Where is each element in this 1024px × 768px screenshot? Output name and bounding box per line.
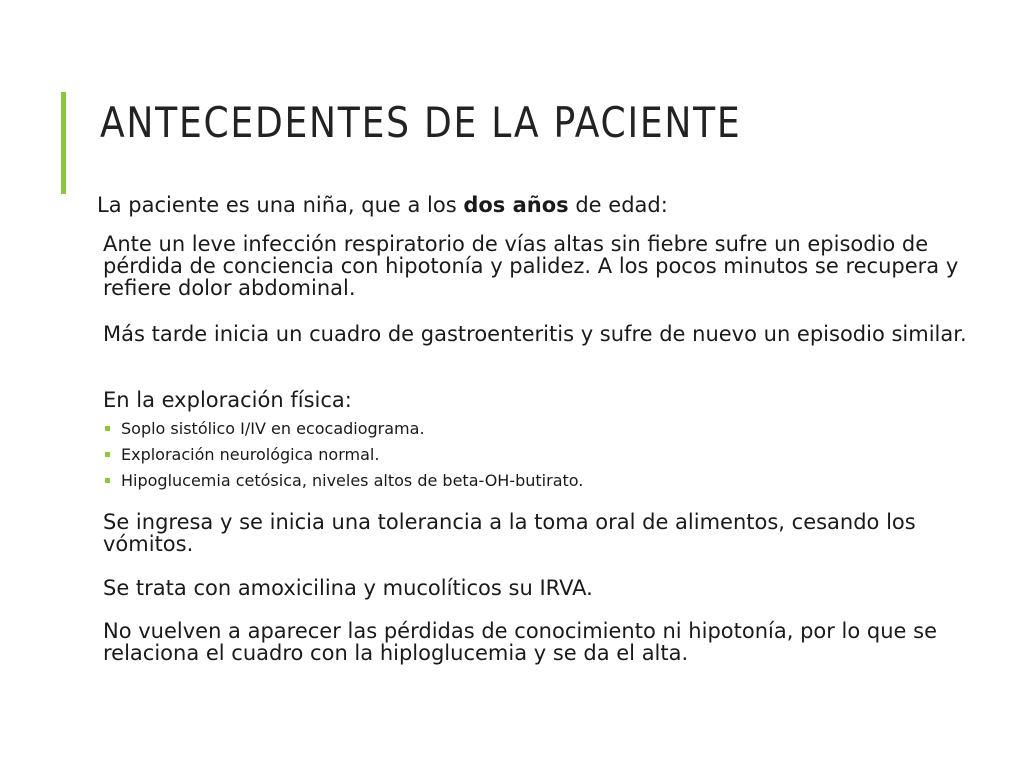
bullet-square-icon — [105, 452, 110, 457]
paragraph-exploration: En la exploración física: — [103, 388, 352, 412]
paragraph-gastroenteritis: Más tarde inicia un cuadro de gastroenteritis y sufre de nuevo un episodio similar. — [103, 322, 967, 346]
paragraph-episode: Ante un leve infección respiratorio de vías altas sin fiebre sufre un episodio de pérdida de conciencia con hipotonía y palidez. A los pocos minutos se recupera y refiere dolor abdominal. — [103, 232, 959, 300]
paragraph-treatment: Se trata con amoxicilina y mucolíticos su IRVA. — [103, 576, 593, 600]
intro-bold: dos años — [463, 193, 569, 217]
intro-text — [97, 190, 668, 220]
intro-before: La paciente es una niña, que a los — [97, 193, 464, 217]
bullet-square-icon — [105, 478, 110, 483]
list-item — [103, 444, 583, 470]
bullet-text: Soplo sistólico I/IV en ecocadiograma. — [121, 419, 425, 438]
exploration-bullet-list — [103, 418, 583, 496]
paragraph-discharge: No vuelven a aparecer las pérdidas de conocimiento ni hipotonía, por lo que se relaciona el cuadro con la hiploglucemia y se da el alta. — [103, 619, 938, 665]
intro-after: de edad: — [568, 193, 668, 217]
bullet-text: Exploración neurológica normal. — [121, 445, 380, 464]
slide-title: ANTECEDENTES DE LA PACIENTE — [100, 98, 742, 147]
paragraph-admission: Se ingresa y se inicia una tolerancia a la toma oral de alimentos, cesando los vómitos. — [103, 510, 916, 556]
title-accent-bar — [61, 92, 66, 194]
list-item — [103, 418, 583, 444]
list-item — [103, 470, 583, 496]
bullet-square-icon — [105, 426, 110, 431]
bullet-text: Hipoglucemia cetósica, niveles altos de beta-OH-butirato. — [121, 471, 584, 490]
